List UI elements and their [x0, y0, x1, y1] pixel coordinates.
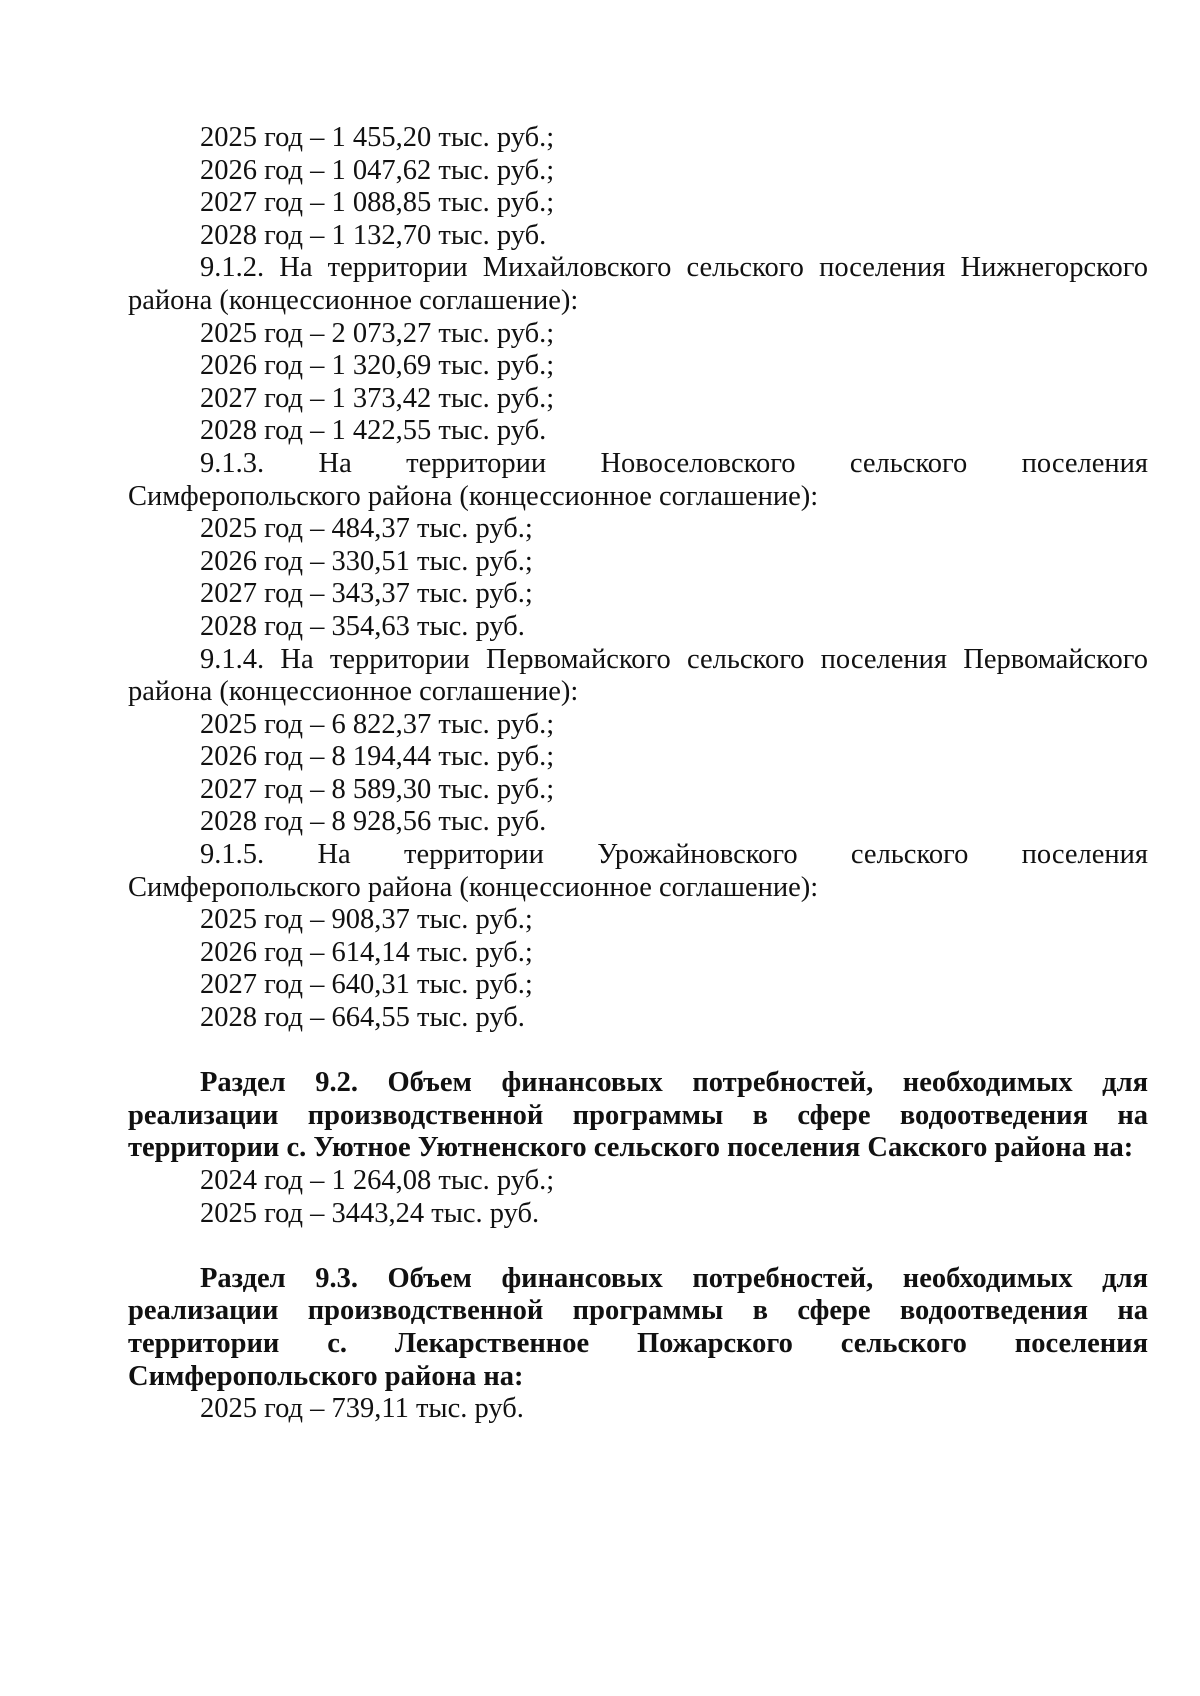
- section-9-1-3: [128, 448, 1148, 644]
- list-item: 2027 год – 1 373,42 тыс. руб.;: [200, 382, 555, 414]
- section-9-2: [128, 1067, 1148, 1230]
- list-item: 2028 год – 8 928,56 тыс. руб.: [200, 806, 547, 838]
- section-heading: 9.1.3. На территории Новоселовского сельского поселения Симферопольского района (концессионное соглашение):: [128, 447, 1148, 512]
- list-item: 2028 год – 1 132,70 тыс. руб.: [200, 219, 547, 251]
- list-item: 2026 год – 1 320,69 тыс. руб.;: [200, 350, 555, 382]
- list-item: 2027 год – 343,37 тыс. руб.;: [200, 578, 533, 610]
- list-item: 2027 год – 8 589,30 тыс. руб.;: [200, 773, 555, 805]
- list-item: 2025 год – 908,37 тыс. руб.;: [200, 904, 533, 936]
- list-item: 2026 год – 614,14 тыс. руб.;: [200, 936, 533, 968]
- section-heading: 9.1.5. На территории Урожайновского сельского поселения Симферопольского района (концессионное соглашение):: [128, 839, 1148, 903]
- list-item: 2025 год – 2 073,27 тыс. руб.;: [200, 317, 555, 349]
- list-item: 2026 год – 8 194,44 тыс. руб.;: [200, 741, 555, 773]
- list-item: 2025 год – 1 455,20 тыс. руб.;: [200, 122, 555, 153]
- document-page: [128, 122, 1148, 1426]
- list-item: 2028 год – 1 422,55 тыс. руб.: [200, 415, 547, 447]
- list-item: 2024 год – 1 264,08 тыс. руб.;: [200, 1165, 555, 1196]
- section-title: Раздел 9.3. Объем финансовых потребностей, необходимых для реализации производственной программы в сфере водоотведения на территории с. Лекарственное Пожарского сельского поселения Симферопольского района на:: [128, 1262, 1148, 1392]
- section-9-1-4: [128, 644, 1148, 840]
- section-9-3: [128, 1263, 1148, 1426]
- section-heading: 9.1.4. На территории Первомайского сельского поселения Первомайского района (концессионное соглашение):: [128, 643, 1148, 708]
- list-item: 2025 год – 739,11 тыс. руб.: [200, 1393, 524, 1425]
- section-9-1-5: [128, 839, 1148, 1035]
- list-item: 2028 год – 354,63 тыс. руб.: [200, 610, 525, 642]
- section-9-1-2: [128, 252, 1148, 448]
- list-item: 2025 год – 6 822,37 тыс. руб.;: [200, 708, 555, 740]
- list-item: 2027 год – 640,31 тыс. руб.;: [200, 969, 533, 1001]
- list-item: 2025 год – 3443,24 тыс. руб.: [200, 1197, 540, 1229]
- list-item: 2028 год – 664,55 тыс. руб.: [200, 1002, 525, 1034]
- list-item: 2027 год – 1 088,85 тыс. руб.;: [200, 187, 555, 219]
- list-item: 2025 год – 484,37 тыс. руб.;: [200, 513, 533, 545]
- list-item: 2026 год – 330,51 тыс. руб.;: [200, 545, 533, 577]
- list-item: 2026 год – 1 047,62 тыс. руб.;: [200, 154, 555, 186]
- section-9-1-1-list: [128, 122, 1148, 252]
- section-title: Раздел 9.2. Объем финансовых потребностей, необходимых для реализации производственной программы в сфере водоотведения на территории с. Уютное Уютненского сельского поселения Сакского района на:: [128, 1067, 1148, 1164]
- spacer: [128, 1230, 1148, 1263]
- section-heading: 9.1.2. На территории Михайловского сельского поселения Нижнегорского района (концессионное соглашение):: [128, 252, 1148, 316]
- spacer: [128, 1035, 1148, 1068]
